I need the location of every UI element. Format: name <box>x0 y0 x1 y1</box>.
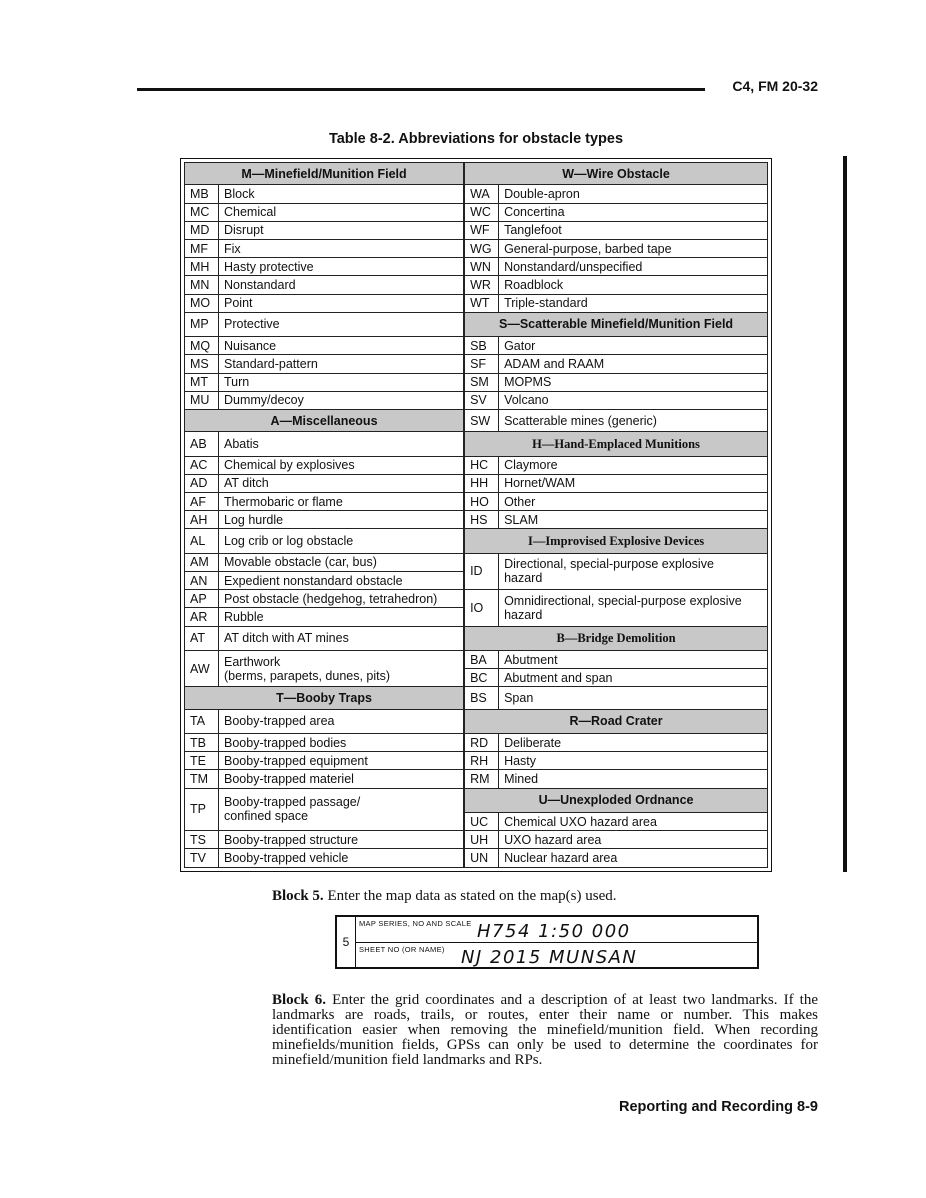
code-cell: MF <box>185 239 219 257</box>
desc-cell: Volcano <box>499 391 768 409</box>
section-header-scatterable: S—Scatterable Minefield/Munition Field <box>465 312 768 336</box>
abbreviations-table <box>180 158 772 872</box>
desc-cell: Booby-trapped equipment <box>219 752 464 770</box>
desc-cell: Tanglefoot <box>499 221 768 239</box>
code-cell: WA <box>465 185 499 203</box>
desc-line-2: hazard <box>504 607 543 622</box>
code-cell: HO <box>465 493 499 511</box>
desc-cell: Booby-trapped area <box>219 709 464 733</box>
code-cell: AP <box>185 590 219 608</box>
code-cell: SW <box>465 409 499 431</box>
section-header-miscellaneous: A—Miscellaneous <box>185 409 464 431</box>
code-cell: TA <box>185 709 219 733</box>
desc-cell: Expedient nonstandard obstacle <box>219 571 464 589</box>
desc-cell: General-purpose, barbed tape <box>499 239 768 257</box>
desc-line-1: Directional, special-purpose explosive <box>504 557 714 572</box>
map-series-label: MAP SERIES, NO AND SCALE <box>359 919 472 928</box>
desc-cell: Hornet/WAM <box>499 474 768 492</box>
block-6-paragraph <box>272 993 818 1068</box>
code-cell: AB <box>185 432 219 456</box>
code-cell: WC <box>465 203 499 221</box>
code-cell: TV <box>185 849 219 868</box>
desc-cell: Block <box>219 185 464 203</box>
desc-line-1: Booby-trapped passage/ <box>224 795 361 810</box>
desc-line-2: hazard <box>504 571 543 586</box>
code-cell: AM <box>185 553 219 571</box>
desc-cell: Disrupt <box>219 221 464 239</box>
code-cell: WR <box>465 276 499 294</box>
block-6-label: Block 6. <box>272 992 326 1008</box>
code-cell: MO <box>185 294 219 312</box>
desc-cell: Post obstacle (hedgehog, tetrahedron) <box>219 590 464 608</box>
map-series-value: H754 1:50 000 <box>477 921 631 942</box>
code-cell: MP <box>185 312 219 336</box>
code-cell: TM <box>185 770 219 788</box>
code-cell: AL <box>185 529 219 553</box>
code-cell: AD <box>185 474 219 492</box>
desc-cell: Double-apron <box>499 185 768 203</box>
code-cell: AF <box>185 493 219 511</box>
desc-cell <box>499 553 768 589</box>
desc-cell: Booby-trapped materiel <box>219 770 464 788</box>
code-cell: MS <box>185 355 219 373</box>
code-cell: HH <box>465 474 499 492</box>
desc-cell: Log crib or log obstacle <box>219 529 464 553</box>
desc-cell: Abutment <box>499 650 768 668</box>
desc-cell: Movable obstacle (car, bus) <box>219 553 464 571</box>
desc-cell: Roadblock <box>499 276 768 294</box>
code-cell: HC <box>465 456 499 474</box>
desc-cell: Scatterable mines (generic) <box>499 409 768 431</box>
desc-cell: Chemical <box>219 203 464 221</box>
desc-cell: Claymore <box>499 456 768 474</box>
code-cell: SV <box>465 391 499 409</box>
code-cell: AN <box>185 571 219 589</box>
desc-cell: Booby-trapped structure <box>219 831 464 849</box>
code-cell: AW <box>185 650 219 686</box>
desc-cell: Nonstandard <box>219 276 464 294</box>
desc-line-1: Omnidirectional, special-purpose explosive <box>504 593 742 608</box>
block-5-text: Enter the map data as stated on the map(s) used. <box>327 888 617 904</box>
code-cell: AR <box>185 608 219 626</box>
desc-cell: Nonstandard/unspecified <box>499 258 768 276</box>
section-header-wire-obstacle: W—Wire Obstacle <box>465 163 768 185</box>
code-cell: AH <box>185 511 219 529</box>
desc-cell: Nuisance <box>219 337 464 355</box>
desc-cell: UXO hazard area <box>499 831 768 849</box>
section-header-ied: I—Improvised Explosive Devices <box>465 529 768 553</box>
desc-cell: Gator <box>499 337 768 355</box>
map-series-row <box>355 917 757 943</box>
code-cell: WT <box>465 294 499 312</box>
section-header-minefield: M—Minefield/Munition Field <box>185 163 464 185</box>
code-cell: TP <box>185 788 219 831</box>
desc-cell: Rubble <box>219 608 464 626</box>
code-cell: MQ <box>185 337 219 355</box>
desc-cell: Span <box>499 687 768 709</box>
desc-cell: Dummy/decoy <box>219 391 464 409</box>
document-id: C4, FM 20-32 <box>732 78 818 94</box>
block-6-text: Enter the grid coordinates and a description of at least two landmarks. If the landmarks are roads, trails, or routes, enter their name or number. This makes identification easier when removing the minefield/munition field. When recording minefields/munition fields, GPSs can only be used to determine the coordinates for minefield/munition field landmarks and RPs. <box>272 992 818 1068</box>
desc-cell: AT ditch with AT mines <box>219 626 464 650</box>
code-cell: MB <box>185 185 219 203</box>
left-column-table <box>184 162 464 868</box>
code-cell: HS <box>465 511 499 529</box>
sheet-number-label: SHEET NO (OR NAME) <box>359 945 445 954</box>
code-cell: WF <box>465 221 499 239</box>
desc-cell: Mined <box>499 770 768 788</box>
desc-cell <box>499 590 768 626</box>
code-cell: WG <box>465 239 499 257</box>
desc-cell: Hasty <box>499 752 768 770</box>
code-cell: BS <box>465 687 499 709</box>
desc-line-2: (berms, parapets, dunes, pits) <box>224 668 391 683</box>
code-cell: WN <box>465 258 499 276</box>
desc-cell: Abutment and span <box>499 669 768 687</box>
desc-cell: Point <box>219 294 464 312</box>
desc-cell: Protective <box>219 312 464 336</box>
code-cell: UC <box>465 812 499 830</box>
desc-cell: Fix <box>219 239 464 257</box>
desc-cell: AT ditch <box>219 474 464 492</box>
desc-cell: MOPMS <box>499 373 768 391</box>
sheet-number-value: NJ 2015 MUNSAN <box>461 947 638 968</box>
code-cell: MH <box>185 258 219 276</box>
code-cell: UN <box>465 849 499 868</box>
desc-cell: Standard-pattern <box>219 355 464 373</box>
section-header-road-crater: R—Road Crater <box>465 709 768 733</box>
code-cell: SM <box>465 373 499 391</box>
desc-line-2: confined space <box>224 809 309 824</box>
section-header-bridge: B—Bridge Demolition <box>465 626 768 650</box>
desc-cell: Concertina <box>499 203 768 221</box>
block-5-label: Block 5. <box>272 888 324 904</box>
desc-cell: Chemical UXO hazard area <box>499 812 768 830</box>
code-cell: RD <box>465 733 499 751</box>
right-column-table <box>464 162 768 868</box>
code-cell: RH <box>465 752 499 770</box>
desc-cell: Hasty protective <box>219 258 464 276</box>
desc-cell: Booby-trapped vehicle <box>219 849 464 868</box>
map-data-form <box>335 915 759 969</box>
code-cell: TB <box>185 733 219 751</box>
code-cell: UH <box>465 831 499 849</box>
code-cell: IO <box>465 590 499 626</box>
desc-cell: Other <box>499 493 768 511</box>
desc-cell: Abatis <box>219 432 464 456</box>
table-title: Table 8-2. Abbreviations for obstacle types <box>328 131 624 147</box>
code-cell: BC <box>465 669 499 687</box>
sheet-number-row <box>355 943 757 968</box>
desc-cell <box>219 788 464 831</box>
desc-cell: ADAM and RAAM <box>499 355 768 373</box>
desc-cell: Chemical by explosives <box>219 456 464 474</box>
code-cell: MN <box>185 276 219 294</box>
desc-cell: Turn <box>219 373 464 391</box>
code-cell: MT <box>185 373 219 391</box>
desc-cell: Nuclear hazard area <box>499 849 768 868</box>
desc-cell: Booby-trapped bodies <box>219 733 464 751</box>
code-cell: AC <box>185 456 219 474</box>
section-header-uxo: U—Unexploded Ordnance <box>465 788 768 812</box>
code-cell: MD <box>185 221 219 239</box>
desc-cell: Triple-standard <box>499 294 768 312</box>
code-cell: AT <box>185 626 219 650</box>
code-cell: MC <box>185 203 219 221</box>
desc-cell <box>219 650 464 686</box>
desc-cell: Log hurdle <box>219 511 464 529</box>
desc-cell: SLAM <box>499 511 768 529</box>
desc-line-1: Earthwork <box>224 654 281 669</box>
code-cell: SF <box>465 355 499 373</box>
desc-cell: Deliberate <box>499 733 768 751</box>
page-footer: Reporting and Recording 8-9 <box>619 1099 818 1115</box>
code-cell: MU <box>185 391 219 409</box>
change-bar <box>843 156 847 872</box>
section-header-booby-traps: T—Booby Traps <box>185 687 464 709</box>
code-cell: TE <box>185 752 219 770</box>
desc-cell: Thermobaric or flame <box>219 493 464 511</box>
header-rule <box>137 88 705 91</box>
code-cell: SB <box>465 337 499 355</box>
code-cell: RM <box>465 770 499 788</box>
code-cell: ID <box>465 553 499 589</box>
code-cell: BA <box>465 650 499 668</box>
block-5-paragraph <box>272 889 818 904</box>
code-cell: TS <box>185 831 219 849</box>
form-block-number: 5 <box>337 917 356 967</box>
section-header-hand-emplaced: H—Hand-Emplaced Munitions <box>465 432 768 456</box>
